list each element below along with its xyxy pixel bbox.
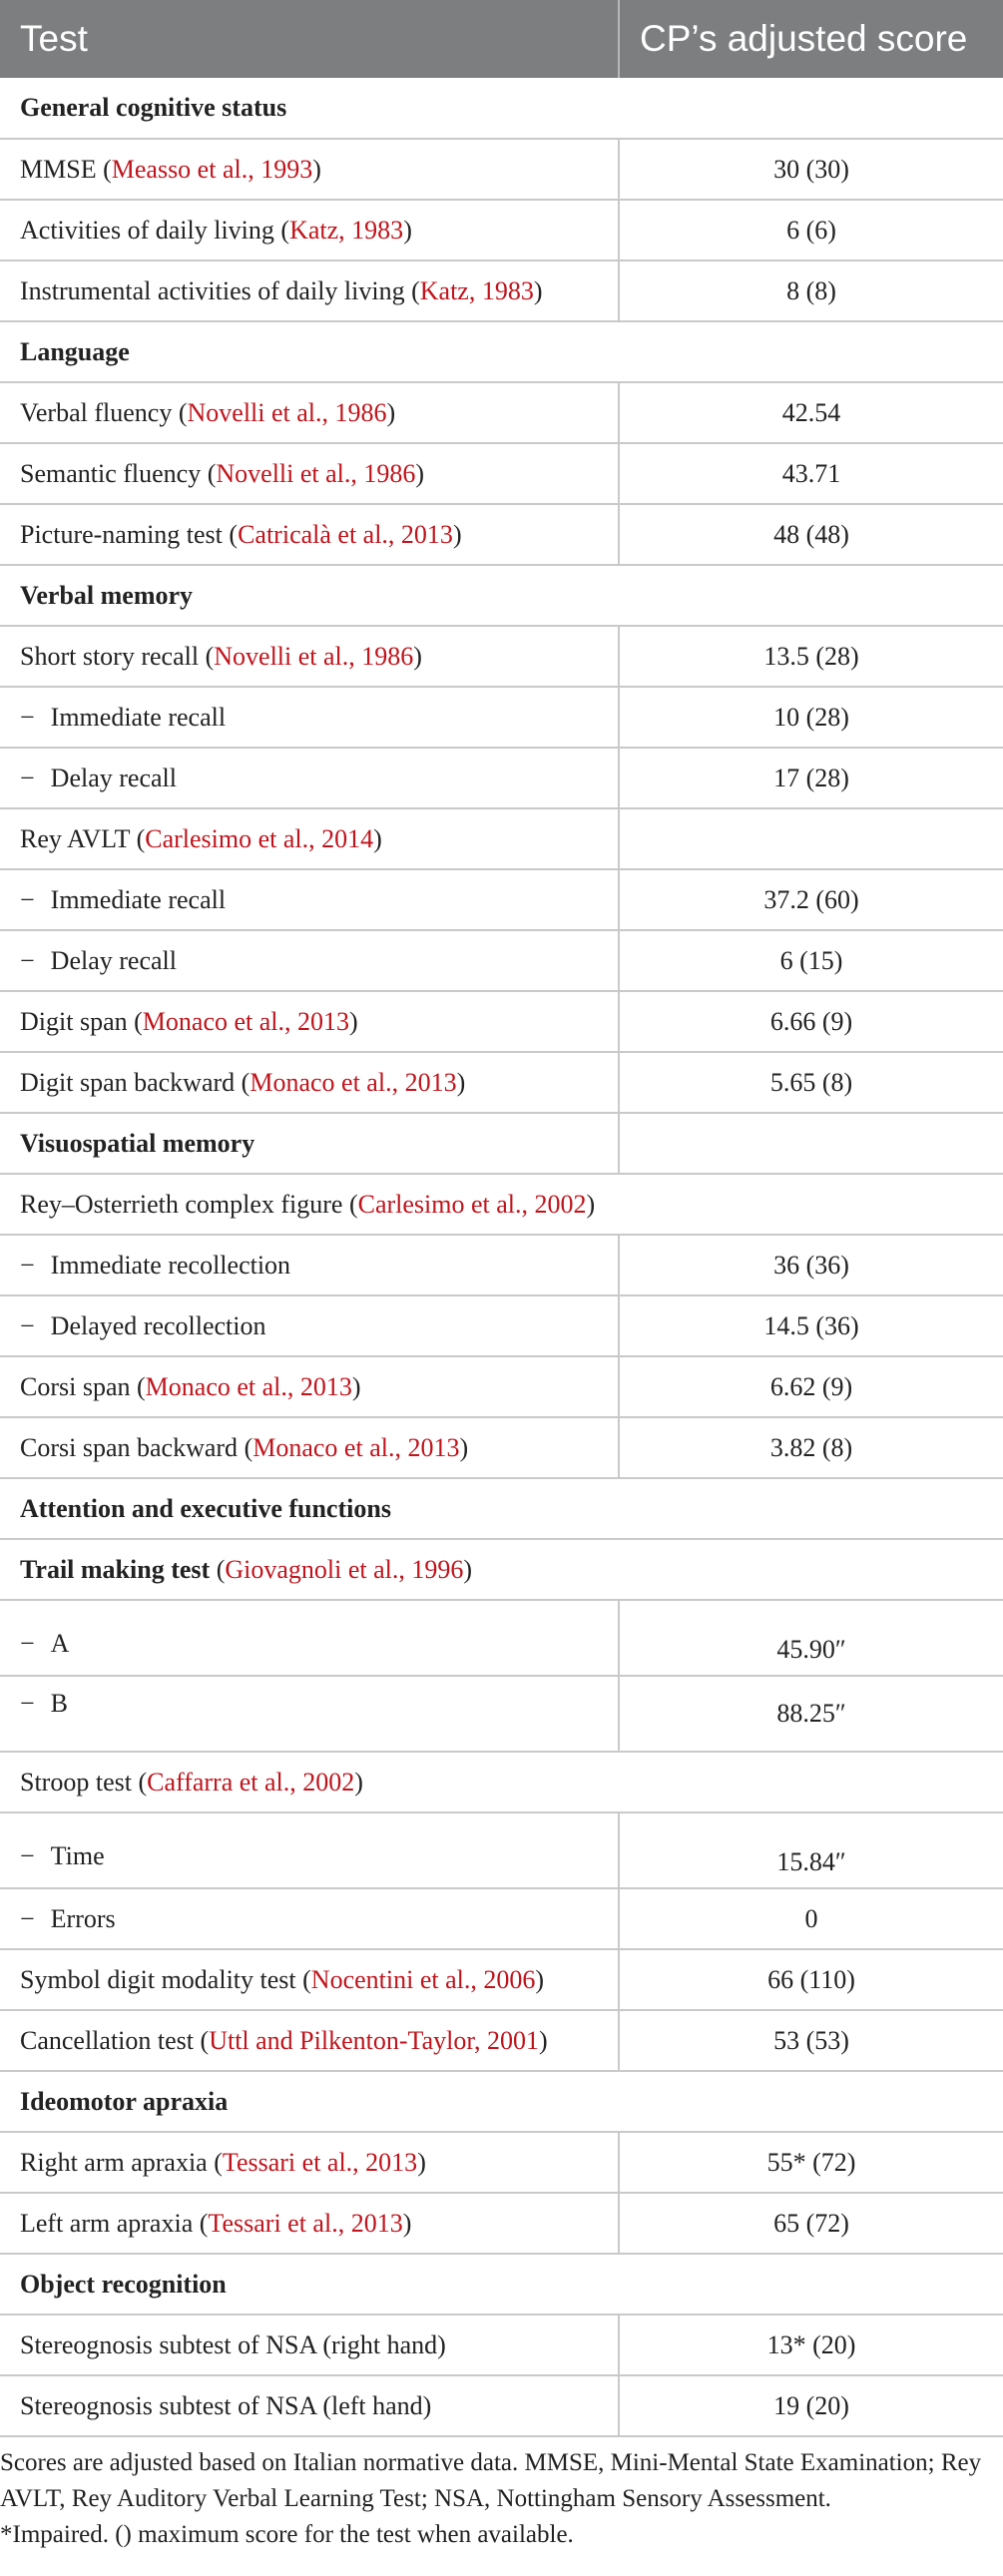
score-cell: [619, 1949, 1003, 2010]
paren-close: ): [456, 1067, 466, 1097]
paren-close: ): [386, 397, 396, 427]
score-cell: [619, 748, 1003, 808]
paren-close: ): [452, 519, 462, 549]
test-name: Immediate recall: [50, 884, 227, 914]
test-name: Activities of daily living: [20, 215, 274, 245]
score-value: 15.84″: [776, 1847, 846, 1876]
test-name-cell: [0, 1539, 1003, 1600]
table-row: [0, 1888, 1003, 1949]
test-name-cell: [0, 260, 619, 321]
score-cell: [619, 139, 1003, 200]
paren-close: ): [413, 641, 422, 671]
test-name: Immediate recollection: [50, 1250, 291, 1280]
dash-marker: −: [20, 1310, 35, 1340]
score-value: 17 (28): [773, 763, 849, 792]
score-value: 19 (20): [773, 2390, 849, 2420]
dash-marker: −: [20, 1250, 35, 1280]
test-name: Digit span: [20, 1006, 128, 1036]
dash-marker: −: [20, 763, 35, 792]
test-name-cell: [0, 1052, 619, 1113]
table-header-row: [0, 0, 1003, 78]
test-name: Verbal fluency: [20, 397, 173, 427]
test-name: MMSE: [20, 154, 97, 184]
test-name: Object recognition: [20, 2269, 227, 2299]
table-row: [0, 1356, 1003, 1417]
score-value: 48 (48): [773, 519, 849, 549]
citation-link[interactable]: Carlesimo et al., 2014: [145, 823, 374, 853]
table-row: [0, 139, 1003, 200]
test-name: Stroop test: [20, 1767, 132, 1797]
score-value: 42.54: [781, 397, 841, 427]
score-cell: [619, 504, 1003, 565]
table-row: [0, 748, 1003, 808]
score-value: 6 (15): [779, 945, 843, 975]
table-row: [0, 382, 1003, 443]
table-row: [0, 443, 1003, 504]
test-name: Short story recall: [20, 641, 200, 671]
test-name-cell: [0, 1676, 619, 1752]
score-value: 8 (8): [786, 275, 836, 305]
table-row: [0, 200, 1003, 260]
section-row: [0, 78, 1003, 139]
test-name-cell: [0, 2193, 619, 2254]
test-name-cell: [0, 930, 619, 991]
paren-close: ): [538, 2025, 548, 2055]
test-name-cell: [0, 2315, 619, 2375]
table-row: [0, 1600, 1003, 1676]
test-name-cell: [0, 1888, 619, 1949]
paren-open: (: [96, 154, 112, 184]
test-name: Immediate recall: [50, 702, 227, 732]
test-name-cell: [0, 321, 619, 382]
score-cell: [619, 2132, 1003, 2193]
section-row: [0, 321, 1003, 382]
citation-link[interactable]: Novelli et al., 1986: [187, 397, 387, 427]
dash-marker: −: [20, 1689, 35, 1718]
test-name-cell: [0, 1752, 1003, 1812]
test-name: Errors: [50, 1903, 116, 1933]
table-row: [0, 2375, 1003, 2436]
table-row: [0, 626, 1003, 687]
test-name-cell: [0, 748, 619, 808]
citation-link[interactable]: Carlesimo et al., 2002: [357, 1189, 587, 1219]
test-name-cell: [0, 2010, 619, 2071]
score-value: 13.5 (28): [763, 641, 859, 671]
test-name-cell: [0, 991, 619, 1052]
test-name-cell: [0, 1174, 1003, 1235]
score-value: 6 (6): [786, 215, 836, 245]
paren-open: (: [273, 215, 290, 245]
paren-close: ): [459, 1432, 469, 1462]
test-name: Digit span backward: [20, 1067, 236, 1097]
paren-open: (: [193, 2208, 209, 2238]
test-name: Verbal memory: [20, 580, 194, 610]
section-row: [0, 2254, 1003, 2315]
paren-open: (: [238, 1432, 253, 1462]
score-cell: [619, 1052, 1003, 1113]
test-name: Symbol digit modality test: [20, 1964, 296, 1994]
test-name-cell: [0, 1113, 619, 1174]
citation-link[interactable]: Giovagnoli et al., 1996: [225, 1554, 464, 1584]
score-cell: [619, 1812, 1003, 1888]
test-name-cell: [0, 1949, 619, 2010]
paren-close: ): [312, 154, 321, 184]
score-cell: [619, 2315, 1003, 2375]
score-cell: [619, 1417, 1003, 1478]
test-name: Instrumental activities of daily living: [20, 275, 405, 305]
test-name-cell: [0, 78, 619, 139]
table-footnote: [0, 2437, 1003, 2553]
dash-marker: −: [20, 1841, 35, 1870]
test-name-cell: [0, 1417, 619, 1478]
paren-close: ): [417, 2147, 426, 2177]
score-cell: [619, 382, 1003, 443]
score-cell: [619, 1888, 1003, 1949]
section-row: [0, 1478, 1003, 1539]
citation-link[interactable]: Monaco et al., 2013: [142, 1006, 350, 1036]
score-cell: [619, 565, 1003, 626]
score-value: 65 (72): [773, 2208, 849, 2238]
section-row: [0, 1539, 1003, 1600]
table-body: [0, 78, 1003, 2436]
citation-link[interactable]: Tessari et al., 2013: [222, 2147, 418, 2177]
test-name: Picture-naming test: [20, 519, 223, 549]
test-name-cell: [0, 1356, 619, 1417]
paren-close: ): [402, 2208, 412, 2238]
test-name-cell: [0, 2071, 619, 2132]
score-cell: [619, 1295, 1003, 1356]
paren-open: (: [201, 458, 217, 488]
score-value: 5.65 (8): [769, 1067, 853, 1097]
table-row: [0, 1752, 1003, 1812]
test-name: Corsi span backward: [20, 1432, 239, 1462]
test-name: Delay recall: [50, 763, 177, 792]
test-name: Stereognosis subtest of NSA (left hand): [20, 2390, 432, 2420]
score-value: 13* (20): [766, 2329, 856, 2359]
test-name: Rey–Osterrieth complex figure: [20, 1189, 343, 1219]
table-row: [0, 1174, 1003, 1235]
table-row: [0, 1812, 1003, 1888]
table-row: [0, 2315, 1003, 2375]
table-row: [0, 260, 1003, 321]
paren-close: ): [463, 1554, 473, 1584]
table-row: [0, 687, 1003, 748]
paren-close: ): [349, 1006, 358, 1036]
paren-open: (: [207, 2147, 223, 2177]
test-name: Language: [20, 336, 130, 366]
dash-marker: −: [20, 1629, 35, 1658]
paren-open: (: [131, 1767, 148, 1797]
paren-open: (: [127, 1006, 143, 1036]
table-row: [0, 991, 1003, 1052]
table-row: [0, 1052, 1003, 1113]
score-cell: [619, 2375, 1003, 2436]
test-name-cell: [0, 504, 619, 565]
test-name: Time: [50, 1841, 105, 1870]
score-cell: [619, 991, 1003, 1052]
score-value: 45.90″: [776, 1635, 846, 1664]
citation-link[interactable]: Monaco et al., 2013: [252, 1432, 460, 1462]
dash-marker: −: [20, 702, 35, 732]
paren-close: ): [373, 823, 382, 853]
section-row: [0, 2071, 1003, 2132]
test-name: Trail making test: [20, 1554, 211, 1584]
citation-link[interactable]: Nocentini et al., 2006: [310, 1964, 536, 1994]
score-value: 14.5 (36): [763, 1310, 859, 1340]
score-cell: [619, 1676, 1003, 1752]
paren-close: ): [351, 1371, 361, 1401]
paren-open: (: [130, 823, 146, 853]
citation-link[interactable]: Katz, 1983: [419, 275, 534, 305]
test-name-cell: [0, 1600, 619, 1676]
paren-open: (: [404, 275, 420, 305]
paren-close: ): [415, 458, 425, 488]
test-name: Attention and executive functions: [20, 1493, 391, 1523]
dash-marker: −: [20, 884, 35, 914]
score-cell: [619, 869, 1003, 930]
test-name-cell: [0, 2132, 619, 2193]
paren-open: (: [295, 1964, 311, 1994]
test-name-cell: [0, 687, 619, 748]
score-value: 37.2 (60): [763, 884, 859, 914]
footnote-legend: *Impaired. () maximum score for the test when available.: [0, 2521, 574, 2548]
score-cell: [619, 808, 1003, 869]
citation-link[interactable]: Monaco et al., 2013: [145, 1371, 352, 1401]
table-row: [0, 1295, 1003, 1356]
table-row: [0, 808, 1003, 869]
test-name: Semantic fluency: [20, 458, 202, 488]
table-row: [0, 1417, 1003, 1478]
citation-link[interactable]: Catricalà et al., 2013: [238, 519, 453, 549]
test-name: Stereognosis subtest of NSA (right hand): [20, 2329, 446, 2359]
score-value: 0: [804, 1903, 818, 1933]
score-cell: [619, 2254, 1003, 2315]
score-cell: [619, 1235, 1003, 1295]
score-cell: [619, 443, 1003, 504]
score-value: 3.82 (8): [769, 1432, 853, 1462]
score-value: 55* (72): [766, 2147, 856, 2177]
test-name: Delay recall: [50, 945, 177, 975]
score-value: 30 (30): [773, 154, 849, 184]
test-name-cell: [0, 200, 619, 260]
score-cell: [619, 78, 1003, 139]
paren-open: (: [235, 1067, 251, 1097]
test-name-cell: [0, 2375, 619, 2436]
test-name: Corsi span: [20, 1371, 131, 1401]
header-score: CP’s adjusted score: [619, 0, 1003, 78]
score-value: 36 (36): [773, 1250, 849, 1280]
test-name-cell: [0, 1478, 619, 1539]
section-row: [0, 1113, 1003, 1174]
score-value: 10 (28): [773, 702, 849, 732]
test-name-cell: [0, 382, 619, 443]
citation-link[interactable]: Caffarra et al., 2002: [147, 1767, 355, 1797]
table-row: [0, 2132, 1003, 2193]
dash-marker: −: [20, 945, 35, 975]
score-value: 53 (53): [773, 2025, 849, 2055]
citation-link[interactable]: Measso et al., 1993: [111, 154, 313, 184]
score-value: 43.71: [781, 458, 841, 488]
paren-close: ): [533, 275, 543, 305]
citation-link[interactable]: Monaco et al., 2013: [250, 1067, 457, 1097]
header-test: Test: [0, 0, 619, 78]
paren-open: (: [194, 2025, 210, 2055]
test-name-cell: [0, 808, 619, 869]
score-value: 66 (110): [767, 1964, 855, 1994]
paren-open: (: [172, 397, 188, 427]
citation-link[interactable]: Novelli et al., 1986: [214, 641, 414, 671]
citation-link[interactable]: Novelli et al., 1986: [216, 458, 416, 488]
table-row: [0, 1235, 1003, 1295]
score-cell: [619, 930, 1003, 991]
paren-open: (: [130, 1371, 146, 1401]
score-cell: [619, 626, 1003, 687]
test-name-cell: [0, 1295, 619, 1356]
citation-link[interactable]: Katz, 1983: [289, 215, 404, 245]
test-name: General cognitive status: [20, 93, 287, 122]
test-name-cell: [0, 565, 619, 626]
paren-open: (: [222, 519, 239, 549]
score-cell: [619, 687, 1003, 748]
section-row: [0, 565, 1003, 626]
dash-marker: −: [20, 1903, 35, 1933]
score-cell: [619, 1478, 1003, 1539]
test-name: Rey AVLT: [20, 823, 131, 853]
score-cell: [619, 1356, 1003, 1417]
table-row: [0, 1676, 1003, 1752]
citation-link[interactable]: Tessari et al., 2013: [208, 2208, 403, 2238]
citation-link[interactable]: Uttl and Pilkenton-Taylor, 2001: [209, 2025, 539, 2055]
table-row: [0, 2010, 1003, 2071]
table-row: [0, 2193, 1003, 2254]
test-name-cell: [0, 869, 619, 930]
paren-open: (: [210, 1554, 226, 1584]
score-cell: [619, 2010, 1003, 2071]
test-name-cell: [0, 443, 619, 504]
test-name-cell: [0, 1812, 619, 1888]
test-name-cell: [0, 626, 619, 687]
score-value: 6.66 (9): [769, 1006, 853, 1036]
test-name: B: [50, 1689, 69, 1718]
score-cell: [619, 200, 1003, 260]
test-name-cell: [0, 2254, 619, 2315]
score-cell: [619, 2071, 1003, 2132]
score-value: 88.25″: [776, 1699, 846, 1728]
test-name-cell: [0, 1235, 619, 1295]
score-cell: [619, 2193, 1003, 2254]
paren-close: ): [354, 1767, 363, 1797]
test-name: Delayed recollection: [50, 1310, 266, 1340]
table-row: [0, 1949, 1003, 2010]
test-name: Left arm apraxia: [20, 2208, 194, 2238]
table-row: [0, 869, 1003, 930]
score-cell: [619, 1113, 1003, 1174]
paren-close: ): [403, 215, 412, 245]
test-name: A: [50, 1629, 70, 1658]
paren-close: ): [586, 1189, 596, 1219]
test-name: Visuospatial memory: [20, 1128, 255, 1158]
table-row: [0, 930, 1003, 991]
score-cell: [619, 1600, 1003, 1676]
test-name: Ideomotor apraxia: [20, 2086, 229, 2116]
test-name-cell: [0, 139, 619, 200]
paren-open: (: [199, 641, 215, 671]
table-row: [0, 504, 1003, 565]
paren-open: (: [342, 1189, 358, 1219]
test-name: Cancellation test: [20, 2025, 195, 2055]
paren-close: ): [535, 1964, 545, 1994]
score-cell: [619, 260, 1003, 321]
footnote-abbreviations: Scores are adjusted based on Italian normative data. MMSE, Mini-Mental State Examination; Rey AVLT, Rey Auditory Verbal Learning Test; NSA, Nottingham Sensory Assessment.: [0, 2449, 982, 2512]
score-cell: [619, 321, 1003, 382]
score-value: 6.62 (9): [769, 1371, 853, 1401]
test-name: Right arm apraxia: [20, 2147, 208, 2177]
